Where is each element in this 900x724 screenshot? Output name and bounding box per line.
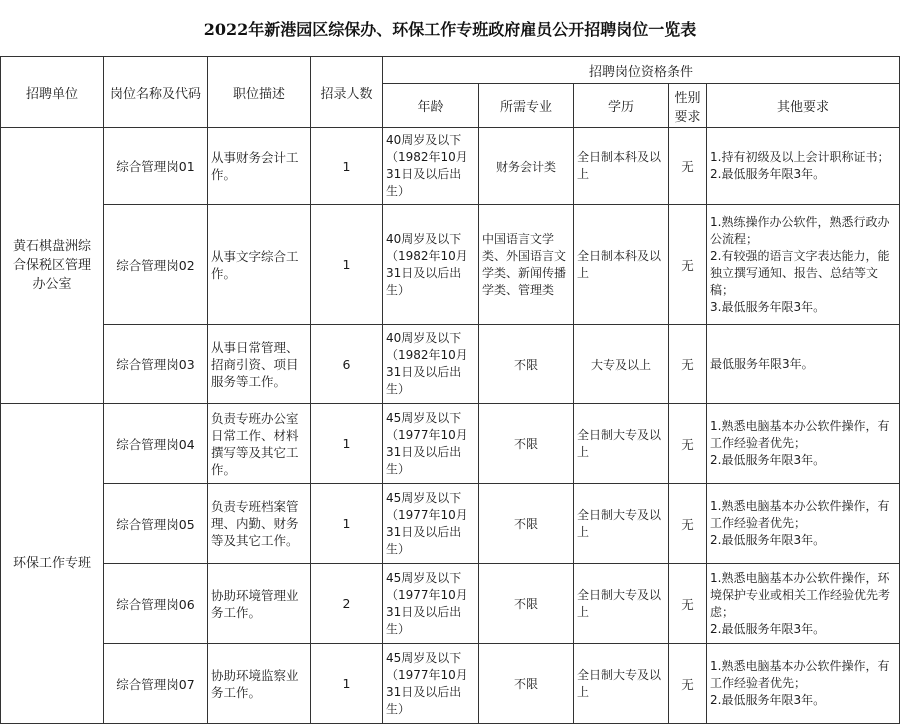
major-cell: 不限	[479, 325, 574, 404]
header-gender: 性别要求	[669, 84, 707, 128]
header-description: 职位描述	[208, 57, 311, 128]
age-cell: 40周岁及以下（1982年10月31日及以后出生）	[383, 205, 479, 325]
table-row	[1, 484, 900, 564]
count-cell: 1	[311, 404, 383, 484]
position-cell: 综合管理岗07	[104, 644, 208, 724]
unit-cell: 黄石棋盘洲综合保税区管理办公室	[1, 128, 104, 404]
description-cell: 协助环境管理业务工作。	[208, 564, 311, 644]
gender-cell: 无	[669, 325, 707, 404]
gender-cell: 无	[669, 484, 707, 564]
age-cell: 40周岁及以下（1982年10月31日及以后出生）	[383, 325, 479, 404]
header-other: 其他要求	[707, 84, 900, 128]
age-cell: 45周岁及以下（1977年10月31日及以后出生）	[383, 404, 479, 484]
header-position: 岗位名称及代码	[104, 57, 208, 128]
major-cell: 不限	[479, 564, 574, 644]
major-cell: 财务会计类	[479, 128, 574, 205]
count-cell: 6	[311, 325, 383, 404]
age-cell: 40周岁及以下（1982年10月31日及以后出生）	[383, 128, 479, 205]
position-cell: 综合管理岗03	[104, 325, 208, 404]
gender-cell: 无	[669, 205, 707, 325]
position-cell: 综合管理岗05	[104, 484, 208, 564]
education-cell: 全日制大专及以上	[574, 404, 669, 484]
education-cell: 全日制本科及以上	[574, 205, 669, 325]
education-cell: 大专及以上	[574, 325, 669, 404]
other-cell: 1.熟练操作办公软件，熟悉行政办公流程； 2.有较强的语言文字表达能力，能独立撰写通知、报告、总结等文稿； 3.最低服务年限3年。	[707, 205, 900, 325]
other-cell: 1.熟悉电脑基本办公软件操作，有工作经验者优先； 2.最低服务年限3年。	[707, 484, 900, 564]
description-cell: 从事文字综合工作。	[208, 205, 311, 325]
description-cell: 负责专班档案管理、内勤、财务等及其它工作。	[208, 484, 311, 564]
table-row	[1, 128, 900, 205]
position-cell: 综合管理岗06	[104, 564, 208, 644]
unit-cell: 环保工作专班	[1, 404, 104, 724]
table-row	[1, 325, 900, 404]
position-cell: 综合管理岗02	[104, 205, 208, 325]
header-major: 所需专业	[479, 84, 574, 128]
other-cell: 1.持有初级及以上会计职称证书； 2.最低服务年限3年。	[707, 128, 900, 205]
table-row	[1, 644, 900, 724]
count-cell: 1	[311, 205, 383, 325]
age-cell: 45周岁及以下（1977年10月31日及以后出生）	[383, 644, 479, 724]
major-cell: 不限	[479, 404, 574, 484]
header-row-1	[1, 57, 900, 84]
position-cell: 综合管理岗01	[104, 128, 208, 205]
major-cell: 不限	[479, 484, 574, 564]
age-cell: 45周岁及以下（1977年10月31日及以后出生）	[383, 484, 479, 564]
major-cell: 中国语言文学类、外国语言文学类、新闻传播学类、管理类	[479, 205, 574, 325]
other-cell: 最低服务年限3年。	[707, 325, 900, 404]
count-cell: 1	[311, 644, 383, 724]
table-row	[1, 564, 900, 644]
page-title: 2022年新港园区综保办、环保工作专班政府雇员公开招聘岗位一览表	[203, 20, 697, 39]
gender-cell: 无	[669, 404, 707, 484]
table-row	[1, 404, 900, 484]
gender-cell: 无	[669, 564, 707, 644]
major-cell: 不限	[479, 644, 574, 724]
gender-cell: 无	[669, 128, 707, 205]
description-cell: 协助环境监察业务工作。	[208, 644, 311, 724]
other-cell: 1.熟悉电脑基本办公软件操作，有工作经验者优先； 2.最低服务年限3年。	[707, 404, 900, 484]
other-cell: 1.熟悉电脑基本办公软件操作，有工作经验者优先； 2.最低服务年限3年。	[707, 644, 900, 724]
description-cell: 从事日常管理、招商引资、项目服务等工作。	[208, 325, 311, 404]
count-cell: 1	[311, 128, 383, 205]
count-cell: 2	[311, 564, 383, 644]
table-row	[1, 205, 900, 325]
header-count: 招录人数	[311, 57, 383, 128]
education-cell: 全日制本科及以上	[574, 128, 669, 205]
count-cell: 1	[311, 484, 383, 564]
position-cell: 综合管理岗04	[104, 404, 208, 484]
education-cell: 全日制大专及以上	[574, 484, 669, 564]
header-unit: 招聘单位	[1, 57, 104, 128]
other-cell: 1.熟悉电脑基本办公软件操作，环境保护专业或相关工作经验优先考虑； 2.最低服务年限3年。	[707, 564, 900, 644]
header-age: 年龄	[383, 84, 479, 128]
header-qualifications: 招聘岗位资格条件	[383, 57, 900, 84]
education-cell: 全日制大专及以上	[574, 564, 669, 644]
recruitment-table	[0, 56, 900, 724]
education-cell: 全日制大专及以上	[574, 644, 669, 724]
description-cell: 负责专班办公室日常工作、材料撰写等及其它工作。	[208, 404, 311, 484]
age-cell: 45周岁及以下（1977年10月31日及以后出生）	[383, 564, 479, 644]
description-cell: 从事财务会计工作。	[208, 128, 311, 205]
header-education: 学历	[574, 84, 669, 128]
gender-cell: 无	[669, 644, 707, 724]
